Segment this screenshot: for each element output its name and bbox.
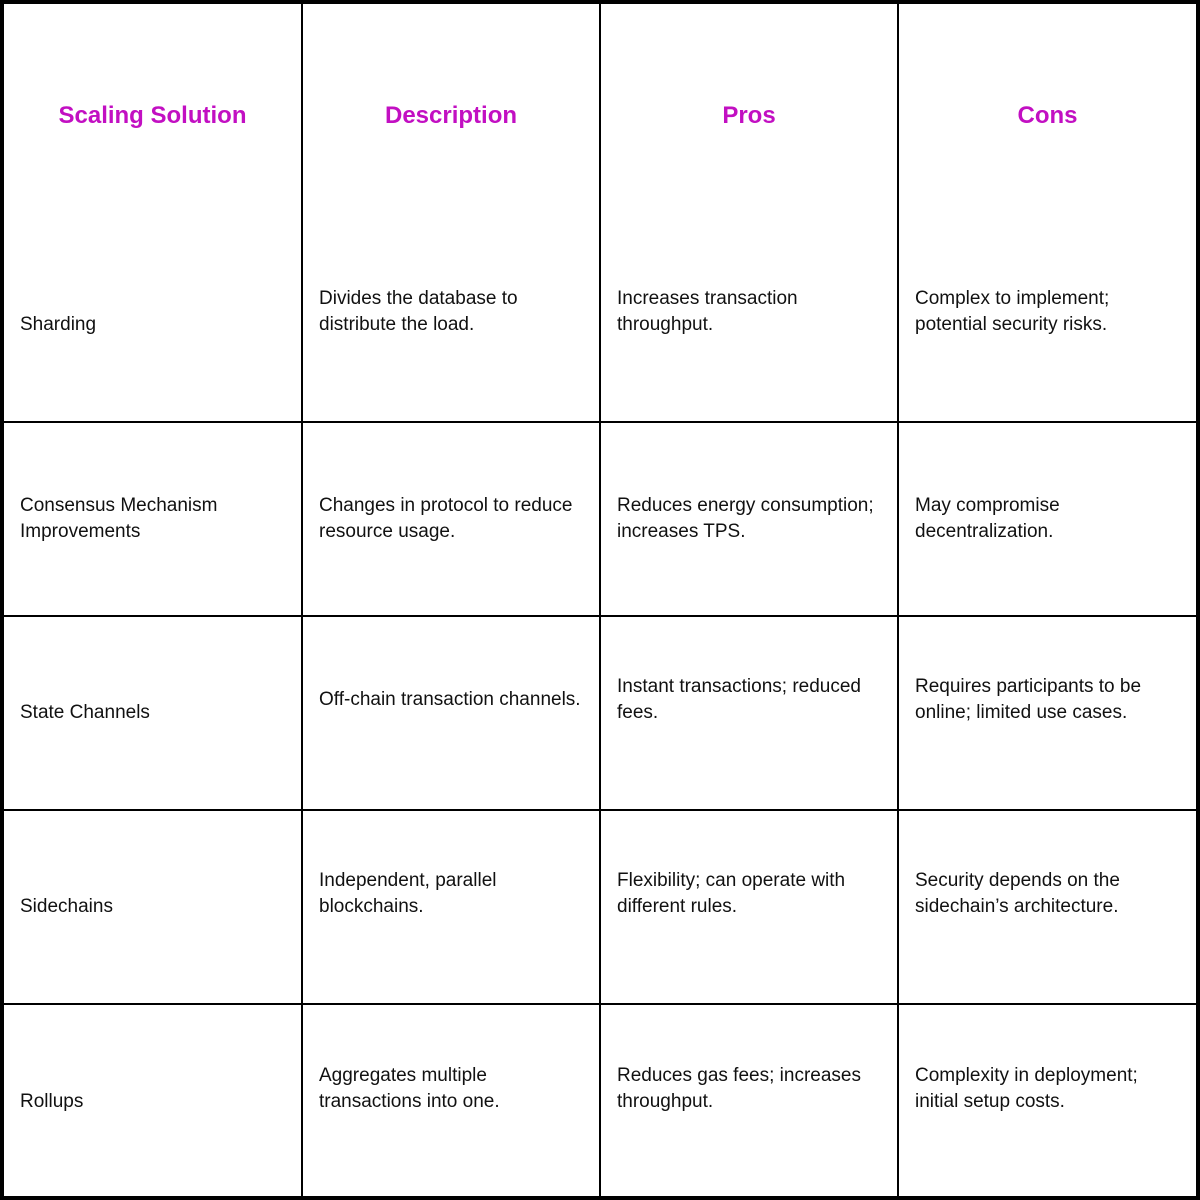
cons-cell <box>898 1004 1196 1198</box>
row-label-cell <box>4 810 302 1004</box>
solution-name: Sharding <box>20 313 97 335</box>
pros-text: Increases transaction throughput. <box>617 287 798 335</box>
column-header-scaling-solution: Scaling Solution <box>4 4 302 228</box>
cons-text: May compromise decentralization. <box>915 495 1060 542</box>
pros-text: Reduces energy consumption; increases TPS. <box>617 495 874 542</box>
pros-text: Reduces gas fees; increases throughput. <box>617 1064 861 1112</box>
cons-cell <box>898 228 1196 422</box>
description-cell <box>302 810 600 1004</box>
scaling-solutions-table <box>4 4 1196 1198</box>
row-label-cell <box>4 422 302 616</box>
description-cell <box>302 228 600 422</box>
description-text: Off-chain transaction channels. <box>319 689 581 710</box>
cons-cell <box>898 422 1196 616</box>
row-label-cell <box>4 1004 302 1198</box>
description-cell <box>302 1004 600 1198</box>
cons-text: Complexity in deployment; initial setup costs. <box>915 1064 1138 1112</box>
cons-text: Security depends on the sidechain’s architecture. <box>915 870 1120 917</box>
solution-name: Rollups <box>20 1090 84 1112</box>
table-row <box>4 1004 1196 1198</box>
description-text: Independent, parallel blockchains. <box>319 870 497 917</box>
pros-cell <box>600 228 898 422</box>
pros-cell <box>600 616 898 810</box>
description-cell <box>302 616 600 810</box>
column-header-description: Description <box>302 4 600 228</box>
table-row <box>4 422 1196 616</box>
description-cell <box>302 422 600 616</box>
header-row <box>4 4 1196 228</box>
row-label-cell <box>4 616 302 810</box>
cons-text: Complex to implement; potential security risks. <box>915 287 1110 335</box>
column-header-pros: Pros <box>600 4 898 228</box>
cons-cell <box>898 616 1196 810</box>
pros-cell <box>600 810 898 1004</box>
table-row <box>4 228 1196 422</box>
table-row <box>4 810 1196 1004</box>
cons-text: Requires participants to be online; limited use cases. <box>915 676 1142 723</box>
solution-name: State Channels <box>20 702 150 723</box>
pros-text: Instant transactions; reduced fees. <box>617 676 861 723</box>
description-text: Divides the database to distribute the load. <box>319 287 518 335</box>
description-text: Aggregates multiple transactions into one. <box>319 1064 500 1112</box>
cons-cell <box>898 810 1196 1004</box>
column-header-cons: Cons <box>898 4 1196 228</box>
pros-cell <box>600 422 898 616</box>
solution-name: Sidechains <box>20 896 113 917</box>
row-label-cell <box>4 228 302 422</box>
table-row <box>4 616 1196 810</box>
description-text: Changes in protocol to reduce resource usage. <box>319 495 573 542</box>
pros-cell <box>600 1004 898 1198</box>
pros-text: Flexibility; can operate with different rules. <box>617 870 846 917</box>
solution-name: Consensus Mechanism Improvements <box>20 495 218 542</box>
